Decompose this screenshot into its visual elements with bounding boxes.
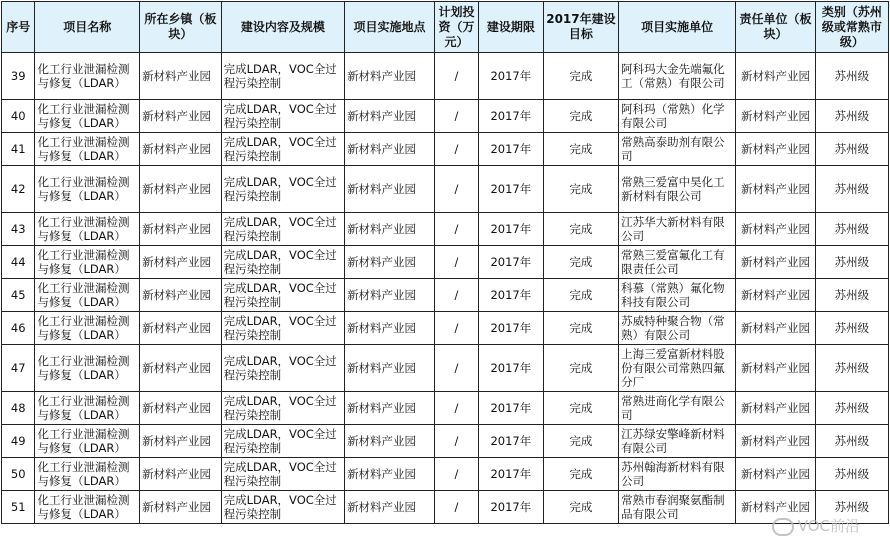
table-cell: 化工行业泄漏检测与修复（LDAR） [35,279,140,312]
table-cell: 50 [2,458,35,491]
table-cell: 完成 [543,392,618,425]
table-cell: 常熟市春润聚氨酯制品有限公司 [619,491,736,524]
table-cell: 新材料产业园 [140,213,222,246]
table-row [2,345,889,392]
table-cell: 苏州级 [815,458,888,491]
table-cell: 新材料产业园 [345,100,435,133]
table-row [2,491,889,524]
table-cell: 完成LDAR，VOC全过程污染控制 [221,53,344,100]
table-cell: / [435,53,479,100]
table-row [2,53,889,100]
table-cell: 完成LDAR，VOC全过程污染控制 [221,213,344,246]
table-cell: 完成LDAR，VOC全过程污染控制 [221,133,344,166]
table-cell: 2017年 [478,246,543,279]
table-cell: 46 [2,312,35,345]
table-cell: 化工行业泄漏检测与修复（LDAR） [35,53,140,100]
table-cell: 2017年 [478,425,543,458]
table-cell: 化工行业泄漏检测与修复（LDAR） [35,491,140,524]
table-cell: 新材料产业园 [140,166,222,213]
table-cell: 常熟进商化学有限公司 [619,392,736,425]
table-cell: 新材料产业园 [736,246,815,279]
table-cell: / [435,392,479,425]
table-cell: 苏州级 [815,491,888,524]
table-cell: 40 [2,100,35,133]
table-cell: 新材料产业园 [345,491,435,524]
table-cell: 41 [2,133,35,166]
table-cell: 2017年 [478,345,543,392]
table-cell: 新材料产业园 [736,425,815,458]
table-cell: 新材料产业园 [140,345,222,392]
table-cell: 化工行业泄漏检测与修复（LDAR） [35,392,140,425]
table-cell: 新材料产业园 [140,491,222,524]
table-cell: 新材料产业园 [736,279,815,312]
table-cell: 常熟高泰助剂有限公司 [619,133,736,166]
table-cell: 新材料产业园 [736,100,815,133]
table-cell: 51 [2,491,35,524]
table-cell: / [435,425,479,458]
table-cell: 新材料产业园 [345,458,435,491]
table-cell: 化工行业泄漏检测与修复（LDAR） [35,133,140,166]
table-cell: 新材料产业园 [140,246,222,279]
table-cell: 完成 [543,166,618,213]
table-cell: 完成LDAR，VOC全过程污染控制 [221,458,344,491]
table-cell: 2017年 [478,53,543,100]
table-cell: 完成 [543,491,618,524]
table-row [2,458,889,491]
table-cell: 完成 [543,246,618,279]
table-cell: 新材料产业园 [736,213,815,246]
table-cell: 新材料产业园 [736,166,815,213]
table-cell: 完成 [543,53,618,100]
table-cell: 完成 [543,100,618,133]
table-cell: 苏州翰海新材料有限公司 [619,458,736,491]
table-cell: / [435,213,479,246]
header-cell: 建设内容及规模 [221,2,344,53]
table-cell: 完成 [543,133,618,166]
data-table [1,1,889,524]
table-cell: 苏州级 [815,166,888,213]
table-cell: 苏州级 [815,213,888,246]
header-cell: 项目实施地点 [345,2,435,53]
table-cell: 新材料产业园 [736,345,815,392]
table-cell: 新材料产业园 [345,53,435,100]
header-cell: 2017年建设目标 [543,2,618,53]
table-cell: 47 [2,345,35,392]
table-cell: / [435,246,479,279]
table-cell: 苏州级 [815,312,888,345]
table-row [2,392,889,425]
table-cell: 49 [2,425,35,458]
table-cell: / [435,166,479,213]
table-cell: 完成LDAR，VOC全过程污染控制 [221,312,344,345]
header-cell: 项目实施单位 [619,2,736,53]
table-cell: 新材料产业园 [345,213,435,246]
table-cell: 阿科玛（常熟）化学有限公司 [619,100,736,133]
table-cell: 苏威特种聚合物（常熟）有限公司 [619,312,736,345]
table-cell: 常熟三爱富氟化工有限责任公司 [619,246,736,279]
table-cell: 完成 [543,213,618,246]
table-cell: 江苏绿安擎峰新材料有限公司 [619,425,736,458]
header-cell: 项目名称 [35,2,140,53]
table-cell: 化工行业泄漏检测与修复（LDAR） [35,246,140,279]
table-cell: / [435,491,479,524]
table-cell: 2017年 [478,100,543,133]
table-cell: 新材料产业园 [140,425,222,458]
table-cell: 阿科玛大金先端氟化工（常熟）有限公司 [619,53,736,100]
table-cell: 新材料产业园 [345,425,435,458]
table-cell: 新材料产业园 [345,166,435,213]
table-cell: 化工行业泄漏检测与修复（LDAR） [35,100,140,133]
table-cell: 完成LDAR，VOC全过程污染控制 [221,345,344,392]
table-cell: 新材料产业园 [736,312,815,345]
table-cell: 苏州级 [815,53,888,100]
table-cell: 新材料产业园 [140,133,222,166]
table-cell: 新材料产业园 [736,133,815,166]
table-cell: 化工行业泄漏检测与修复（LDAR） [35,345,140,392]
table-cell: 新材料产业园 [345,133,435,166]
table-cell: 48 [2,392,35,425]
table-row [2,312,889,345]
table-cell: 2017年 [478,166,543,213]
watermark-text: VOC前沿 [797,517,860,535]
table-cell: 新材料产业园 [736,458,815,491]
table-cell: 苏州级 [815,345,888,392]
table-cell: 完成 [543,312,618,345]
table-cell: 新材料产业园 [736,392,815,425]
table-cell: 完成LDAR，VOC全过程污染控制 [221,246,344,279]
header-cell: 计划投资（万元） [435,2,479,53]
table-cell: 科慕（常熟）氟化物科技有限公司 [619,279,736,312]
watermark [772,515,860,536]
table-cell: 完成 [543,345,618,392]
table-body [2,53,889,524]
table-cell: 化工行业泄漏检测与修复（LDAR） [35,312,140,345]
header-cell: 所在乡镇（板块） [140,2,222,53]
table-cell: 苏州级 [815,246,888,279]
table-cell: 完成LDAR，VOC全过程污染控制 [221,392,344,425]
table-cell: 2017年 [478,312,543,345]
table-cell: 江苏华大新材料有限公司 [619,213,736,246]
table-cell: 化工行业泄漏检测与修复（LDAR） [35,458,140,491]
table-row [2,133,889,166]
table-cell: 44 [2,246,35,279]
table-cell: 2017年 [478,279,543,312]
table-cell: 完成LDAR，VOC全过程污染控制 [221,166,344,213]
table-cell: / [435,458,479,491]
table-cell: / [435,100,479,133]
table-cell: 完成LDAR，VOC全过程污染控制 [221,491,344,524]
table-cell: 新材料产业园 [345,392,435,425]
table-cell: 新材料产业园 [140,100,222,133]
table-cell: / [435,133,479,166]
table-cell: 完成LDAR，VOC全过程污染控制 [221,100,344,133]
table-cell: 新材料产业园 [140,279,222,312]
table-cell: 完成 [543,279,618,312]
table-cell: 化工行业泄漏检测与修复（LDAR） [35,213,140,246]
table-row [2,279,889,312]
table-cell: 苏州级 [815,100,888,133]
table-cell: 上海三爱富新材料股份有限公司常熟四氟分厂 [619,345,736,392]
table-cell: 新材料产业园 [345,312,435,345]
table-cell: 完成LDAR，VOC全过程污染控制 [221,279,344,312]
table-cell: 苏州级 [815,425,888,458]
table-cell: 新材料产业园 [736,491,815,524]
table-cell: 新材料产业园 [140,392,222,425]
table-cell: / [435,279,479,312]
table-cell: 苏州级 [815,279,888,312]
table-cell: 苏州级 [815,133,888,166]
header-cell: 序号 [2,2,35,53]
table-cell: 45 [2,279,35,312]
table-cell: 完成LDAR，VOC全过程污染控制 [221,425,344,458]
header-cell: 建设期限 [478,2,543,53]
table-cell: 完成 [543,425,618,458]
table-row [2,425,889,458]
table-row [2,213,889,246]
table-cell: 43 [2,213,35,246]
table-cell: 完成 [543,458,618,491]
table-cell: 2017年 [478,213,543,246]
table-cell: 化工行业泄漏检测与修复（LDAR） [35,425,140,458]
table-cell: 新材料产业园 [345,246,435,279]
table-cell: / [435,312,479,345]
table-cell: 新材料产业园 [736,53,815,100]
table-cell: 新材料产业园 [140,458,222,491]
header-row [2,2,889,53]
table-row [2,166,889,213]
table-cell: 苏州级 [815,392,888,425]
table-row [2,100,889,133]
table-cell: 常熟三爱富中昊化工新材料有限公司 [619,166,736,213]
table-cell: 2017年 [478,458,543,491]
table-cell: 2017年 [478,392,543,425]
table-cell: 39 [2,53,35,100]
table-cell: 2017年 [478,133,543,166]
table-cell: 新材料产业园 [140,53,222,100]
table-cell: 2017年 [478,491,543,524]
table-cell: 新材料产业园 [345,345,435,392]
chat-bubble-icon [772,518,794,536]
table-cell: 新材料产业园 [345,279,435,312]
header-cell: 责任单位（板块） [736,2,815,53]
table-cell: 化工行业泄漏检测与修复（LDAR） [35,166,140,213]
table-cell: / [435,345,479,392]
table-cell: 42 [2,166,35,213]
table-row [2,246,889,279]
header-cell: 类别（苏州级或常熟市级） [815,2,888,53]
table-cell: 新材料产业园 [140,312,222,345]
